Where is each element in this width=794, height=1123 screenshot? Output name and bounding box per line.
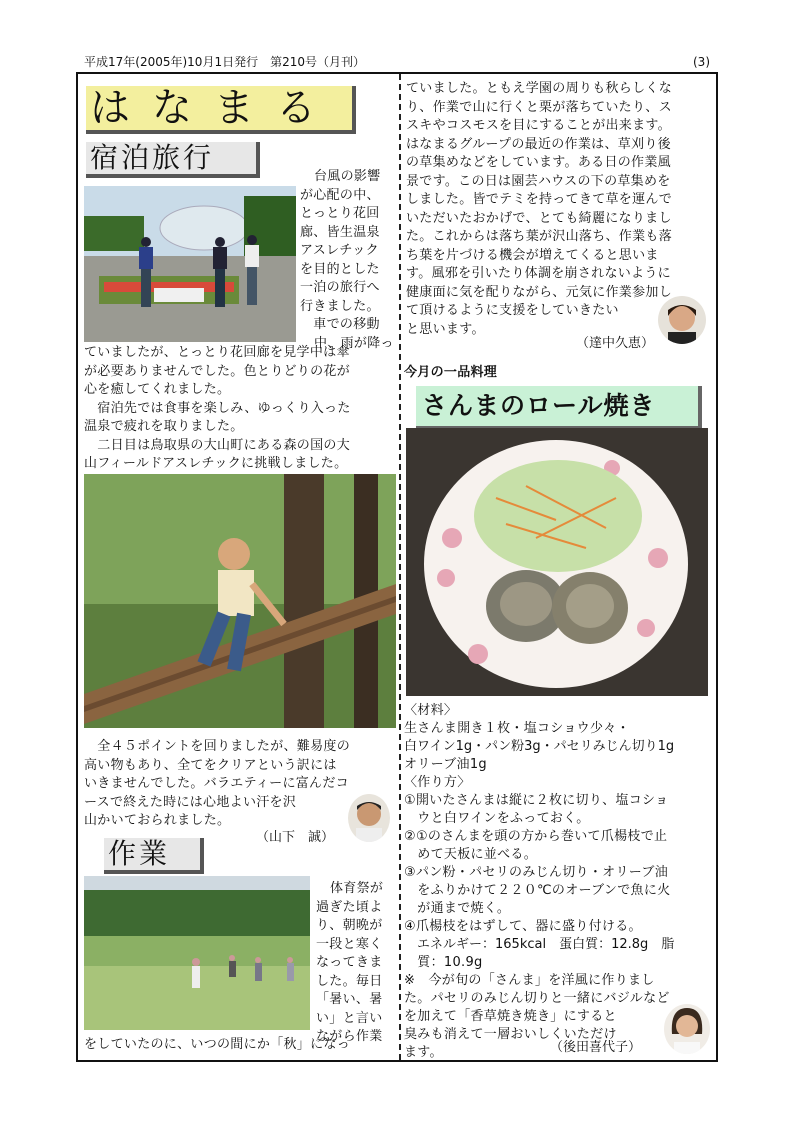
text-line: をふりかけて２２０℃のオーブンで魚に火 (404, 883, 671, 898)
text-line: はなまるグループの最近の作業は、草刈り後 (406, 136, 671, 152)
athletic-photo (84, 474, 396, 728)
text-line: ①開いたさんまは縦に２枚に切り、塩コショ (404, 793, 669, 808)
work-bottom-line: をしていたのに、いつの間にか「秋」になっ (84, 1037, 351, 1052)
text-line: スキやコスモスを目にすることが出来ます。 (406, 118, 671, 133)
text-line: ※ 今が旬の「さんま」を洋風に作りまし (404, 973, 655, 988)
work-photo (84, 876, 310, 1030)
text-line: ます。 (404, 1045, 443, 1060)
issue-info: 平成17年(2005年)10月1日発行 第210号（月刊） (84, 55, 365, 69)
text-line: 中、雨が降っ (314, 335, 394, 351)
text-line: ②①のさんまを頭の方から巻いて爪楊枝で止 (404, 829, 668, 844)
work-author: （達中久恵） (576, 336, 655, 351)
text-line: 山かいておられました。 (84, 813, 231, 828)
text-line: ち葉を片づける機会が増えてくると思いま (406, 247, 659, 263)
text-line: い」と言い (316, 1010, 383, 1026)
text-line: が必要ありませんでした。色とりどりの花が (84, 363, 351, 379)
text-line: 山フィールドアスレチックに挑戦しました。 (84, 456, 348, 471)
text-line: ていましたが、とっとり花回廊を見学中は傘 (84, 345, 350, 360)
text-line: いきませんでした。バラエティーに富んだコ (84, 776, 349, 791)
text-line: の草集めなどをしています。ある日の作業風 (406, 155, 671, 170)
text-line: 二日目は鳥取県の大山町にある森の国の大 (84, 437, 351, 453)
text-line: を加えて「香草焼き焼き」にすると (404, 1009, 617, 1024)
text-line: 全４５ポイントを回りましたが、難易度の (84, 739, 351, 754)
text-line: ウと白ワインをふっておく。 (404, 811, 590, 826)
text-line: した。毎日 (316, 973, 383, 989)
text-line: いただいたおかげで、とても綺麗になりまし (406, 210, 672, 226)
text-line: 〈材料〉 (404, 703, 458, 718)
text-line: ながら作業 (316, 1029, 383, 1044)
trip-heading: 宿泊旅行 (86, 142, 260, 178)
recipe-author: （後田喜代子） (550, 1040, 642, 1055)
text-line: 一段と寒く (316, 936, 383, 952)
author-portrait-ushiroda (664, 1004, 710, 1054)
page-number: (3) (693, 55, 710, 69)
text-line: り、作業で山に行くと栗が落ちていたり、ス (406, 99, 672, 115)
text-line: 行きました。 (300, 298, 380, 314)
text-line: めて天板に並べる。 (404, 847, 538, 862)
text-line: た。パセリのみじん切りと一緒にバジルなど (404, 991, 670, 1006)
page-header (84, 55, 710, 69)
recipe-title: さんまのロール焼き (416, 386, 702, 430)
text-line: が通まで焼く。 (404, 901, 511, 916)
text-line: エネルギー：165kcal 蛋白質：12.8g 脂 (404, 937, 675, 952)
recipe-body (404, 702, 716, 1062)
text-line: と思います。 (406, 321, 485, 337)
text-line: アスレチック (300, 243, 379, 258)
text-line: 台風の影響 (314, 169, 381, 184)
text-line: り、朝晩が (316, 918, 383, 933)
text-line: ースで終えた時には心地よい汗を沢 (84, 794, 297, 810)
text-line: 車での移動 (300, 317, 380, 332)
text-line: 一泊の旅行へ (300, 280, 380, 295)
text-line: 質：10.9g (404, 955, 483, 970)
trip-body (84, 344, 396, 474)
text-line: て頂けるように支援をしていきたい (406, 303, 619, 318)
text-line: す。風邪を引いたり体調を崩されないように (406, 266, 671, 281)
work-heading: 作業 (104, 838, 204, 874)
text-line: が心配の中、 (300, 187, 380, 203)
text-line: 臭みも消えて一層おいしくいただけ (404, 1027, 617, 1042)
text-line: なってきま (316, 955, 383, 970)
text-line: 温泉で疲れを取りました。 (84, 419, 244, 434)
text-line: 生さんま開き１枚・塩コショウ少々・ (404, 721, 630, 736)
column-divider (399, 74, 401, 1060)
group-photo (84, 186, 296, 342)
text-line: 廊、皆生温泉 (300, 224, 380, 240)
text-line: 景です。この日は園芸ハウスの下の草集めを (406, 173, 671, 189)
text-line: ④爪楊枝をはずして、器に盛り付ける。 (404, 919, 642, 934)
newsletter-title: はなまる (86, 86, 356, 134)
text-line: 過ぎた頃よ (316, 899, 383, 915)
text-line: とっとり花回 (300, 206, 380, 221)
text-line: 〈作り方〉 (404, 775, 471, 790)
text-line: 健康面に気を配りながら、元気に作業参加し (406, 284, 673, 300)
text-line: 心を癒してくれました。 (84, 382, 231, 397)
recipe-photo (406, 428, 708, 696)
text-line: 白ワイン1g・パン粉3g・パセリみじん切り1g (404, 739, 675, 754)
text-line: 高い物もあり、全てをクリアという訳には (84, 757, 337, 773)
author-portrait-tatsunaka (658, 296, 706, 344)
text-line: ③パン粉・パセリのみじん切り・オリーブ油 (404, 865, 669, 880)
text-line: た。これからは落ち葉が沢山落ち、作業も落 (406, 229, 673, 244)
text-line: ていました。ともえ学園の周りも秋らしくな (406, 81, 673, 96)
text-line: オリーブ油1g (404, 757, 487, 772)
trip-author: （山下 誠） (256, 830, 335, 845)
text-line: 宿泊先では食事を楽しみ、ゆっくり入った (84, 400, 351, 416)
work-side-text (316, 880, 398, 1047)
trip-side-text (300, 168, 396, 353)
text-line: 「暑い、暑 (316, 992, 383, 1007)
text-line: 体育祭が (330, 881, 384, 896)
recipe-label: 今月の一品料理 (404, 365, 498, 380)
author-portrait-yamashita (348, 794, 390, 842)
work-continued (406, 80, 712, 339)
text-line: を目的とした (300, 261, 380, 277)
text-line: しました。皆でテミを持ってきて草を運んで (406, 192, 673, 207)
